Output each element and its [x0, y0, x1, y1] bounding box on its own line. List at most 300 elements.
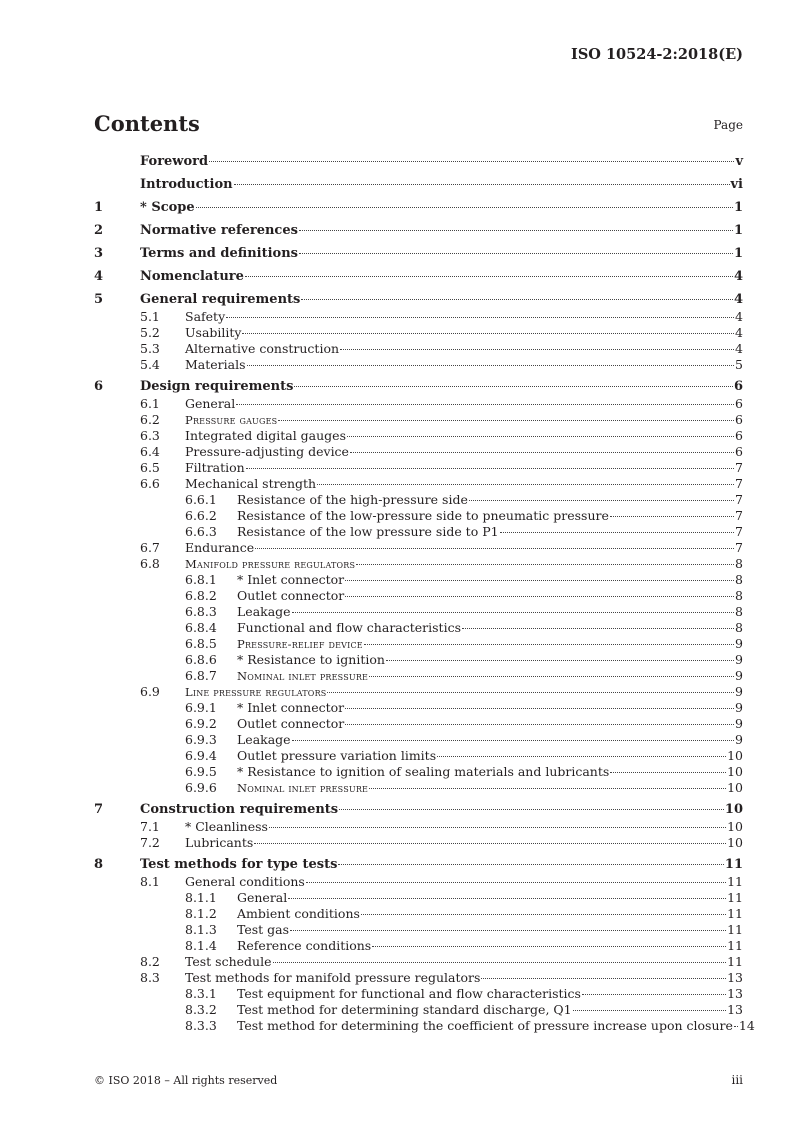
- dot-leader: [273, 962, 727, 963]
- page-column-label: Page: [713, 118, 743, 132]
- toc-entry-page: 9: [735, 700, 743, 715]
- toc-entry[interactable]: [94, 1018, 755, 1034]
- toc-entry-number: 6.8.2: [185, 588, 217, 603]
- toc-entry-page: 7: [735, 460, 743, 475]
- toc-entry[interactable]: [94, 444, 743, 460]
- toc-entry-label[interactable]: Line pressure regulators: [185, 685, 327, 699]
- toc-entry[interactable]: [94, 764, 743, 780]
- toc-entry-page: 9: [735, 652, 743, 667]
- toc-entry-line: [237, 492, 743, 507]
- toc-entry-label[interactable]: Leakage: [237, 604, 291, 619]
- toc-entry-page: 1: [733, 246, 743, 261]
- dot-leader: [226, 317, 734, 318]
- toc-entry-number: 7.1: [140, 819, 160, 834]
- toc-entry[interactable]: [94, 938, 743, 954]
- toc-entry-page: v: [735, 154, 743, 169]
- toc-entry-number: 6.9.5: [185, 764, 217, 779]
- toc-entry-number: 6.6.3: [185, 524, 217, 539]
- toc-entry[interactable]: [94, 906, 743, 922]
- toc-entry-line: [140, 200, 743, 215]
- toc-entry-label[interactable]: General requirements: [140, 292, 301, 307]
- toc-entry-label[interactable]: Outlet pressure variation limits: [237, 748, 437, 763]
- toc-entry-page: 4: [735, 341, 743, 356]
- toc-entry-label[interactable]: Manifold pressure regulators: [185, 557, 356, 571]
- toc-entry-line: [237, 588, 743, 603]
- toc-entry-line: [237, 524, 743, 539]
- toc-entry-line: [237, 890, 743, 905]
- toc-entry-line: [185, 970, 743, 985]
- toc-entry-page: 10: [727, 764, 743, 779]
- toc-entry-line: [185, 325, 743, 340]
- toc-entry-number: 6.6.2: [185, 508, 217, 523]
- toc-entry-number: 6.6: [140, 476, 160, 491]
- toc-entry[interactable]: [94, 524, 743, 540]
- toc-entry-line: [185, 819, 743, 834]
- toc-entry[interactable]: [94, 292, 743, 309]
- toc-entry-number: 8.3: [140, 970, 160, 985]
- toc-entry-label[interactable]: Nominal inlet pressure: [237, 669, 369, 683]
- toc-entry-label[interactable]: Pressure-relief device: [237, 637, 363, 651]
- toc-entry[interactable]: [94, 668, 743, 684]
- dot-leader: [573, 1010, 726, 1011]
- toc-entry[interactable]: [94, 636, 743, 652]
- toc-entry-label[interactable]: * Cleanliness: [185, 819, 268, 834]
- toc-entry-line: [237, 748, 743, 763]
- dot-leader: [269, 827, 726, 828]
- toc-entry-page: 10: [727, 835, 743, 850]
- toc-entry-page: 14: [738, 1018, 755, 1033]
- toc-entry-line: [185, 341, 743, 356]
- dot-leader: [278, 420, 734, 421]
- dot-leader: [350, 452, 734, 453]
- toc-entry-label[interactable]: * Inlet connector: [237, 572, 345, 587]
- toc-entry-line: [237, 906, 743, 921]
- toc-entry-label[interactable]: Test method for determining the coefficient of pressure increase upon closure: [237, 1018, 733, 1033]
- toc-entry-page: 11: [727, 922, 743, 937]
- toc-entry-line: [237, 572, 743, 587]
- toc-entry[interactable]: [94, 246, 743, 263]
- toc-entry-number: 6.8.6: [185, 652, 217, 667]
- toc-entry-label[interactable]: Mechanical strength: [185, 476, 317, 491]
- toc-entry-label[interactable]: Pressure-adjusting device: [185, 444, 349, 459]
- toc-entry[interactable]: [94, 954, 743, 970]
- dot-leader: [301, 299, 733, 300]
- toc-entry[interactable]: [94, 200, 743, 217]
- dot-leader: [361, 914, 726, 915]
- toc-entry-label[interactable]: Construction requirements: [140, 802, 339, 817]
- toc-entry-number: 6.9.2: [185, 716, 217, 731]
- toc-entry-line: [237, 764, 743, 779]
- toc-entry-label[interactable]: Integrated digital gauges: [185, 428, 346, 443]
- toc-entry-label[interactable]: Reference conditions: [237, 938, 372, 953]
- dot-leader: [288, 898, 726, 899]
- toc-entry-number: 6.5: [140, 460, 160, 475]
- toc-entry-number: 7.2: [140, 835, 160, 850]
- toc-entry-label[interactable]: * Inlet connector: [237, 700, 345, 715]
- toc-entry-label[interactable]: Filtration: [185, 460, 245, 475]
- toc-entry[interactable]: [94, 780, 743, 796]
- toc-entry-number: 8.1.1: [185, 890, 217, 905]
- toc-entry-page: 7: [735, 524, 743, 539]
- toc-entry-number: 5.2: [140, 325, 160, 340]
- toc-entry[interactable]: [94, 572, 743, 588]
- toc-entry[interactable]: [94, 379, 743, 396]
- dot-leader: [372, 946, 726, 947]
- toc-entry-number: 8.1: [140, 874, 160, 889]
- toc-entry[interactable]: [94, 620, 743, 636]
- toc-entry-page: 11: [727, 890, 743, 905]
- toc-entry-line: [237, 668, 743, 683]
- toc-entry-page: 4: [733, 292, 743, 307]
- toc-entry-line: [140, 292, 743, 307]
- toc-entry-page: 6: [735, 396, 743, 411]
- toc-entry-number: 8.3.1: [185, 986, 217, 1001]
- dot-leader: [306, 882, 726, 883]
- toc-entry-page: 4: [735, 309, 743, 324]
- page-title: Contents: [94, 111, 200, 136]
- toc-entry-line: [140, 802, 743, 817]
- toc-entry[interactable]: [94, 396, 743, 412]
- toc-entry-page: 7: [735, 540, 743, 555]
- toc-entry[interactable]: [94, 460, 743, 476]
- toc-entry-page: 4: [735, 325, 743, 340]
- toc-entry-line: [237, 1002, 743, 1017]
- toc-entry-page: 8: [735, 620, 743, 635]
- toc-entry-number: 8: [94, 857, 104, 872]
- dot-leader: [437, 756, 726, 757]
- toc-entry-line: [185, 428, 743, 443]
- toc-entry-line: [140, 154, 743, 169]
- toc-entry-label[interactable]: Lubricants: [185, 835, 254, 850]
- document-id: ISO 10524-2:2018(E): [571, 46, 743, 63]
- toc-entry[interactable]: [94, 748, 743, 764]
- toc-entry-page: 9: [735, 636, 743, 651]
- toc-entry-line: [237, 1018, 755, 1033]
- toc-entry-line: [237, 604, 743, 619]
- toc-entry-label[interactable]: Alternative construction: [185, 341, 340, 356]
- toc-entry-number: 6.9.1: [185, 700, 217, 715]
- toc-entry[interactable]: [94, 835, 743, 851]
- toc-entry-label[interactable]: * Resistance to ignition: [237, 652, 385, 667]
- toc-entry-page: 7: [735, 492, 743, 507]
- toc-entry-line: [237, 732, 743, 747]
- toc-entry[interactable]: [94, 269, 743, 286]
- toc-entry-label[interactable]: Test gas: [237, 922, 290, 937]
- dot-leader: [386, 660, 734, 661]
- toc-entry[interactable]: [94, 684, 743, 700]
- page-number: iii: [731, 1073, 743, 1087]
- toc-entry[interactable]: [94, 890, 743, 906]
- toc-entry[interactable]: [94, 700, 743, 716]
- toc-entry-label[interactable]: Nominal inlet pressure: [237, 781, 369, 795]
- toc-entry[interactable]: [94, 492, 743, 508]
- toc-entry-label[interactable]: Resistance of the high-pressure side: [237, 492, 468, 507]
- toc-entry-label[interactable]: Normative references: [140, 223, 298, 238]
- toc-entry-number: 6.3: [140, 428, 160, 443]
- toc-entry-line: [237, 938, 743, 953]
- dot-leader: [317, 484, 734, 485]
- toc-entry[interactable]: [94, 732, 743, 748]
- toc-entry-line: [237, 986, 743, 1001]
- dot-leader: [500, 532, 734, 533]
- dot-leader: [345, 724, 734, 725]
- toc-entry-line: [237, 508, 743, 523]
- toc-entry-label[interactable]: General: [185, 396, 236, 411]
- dot-leader: [369, 676, 734, 677]
- dot-leader: [292, 740, 734, 741]
- toc-entry[interactable]: [94, 309, 743, 325]
- toc-entry-page: 11: [727, 954, 743, 969]
- toc-entry-line: [237, 700, 743, 715]
- toc-entry-page: 9: [735, 732, 743, 747]
- toc-entry-label[interactable]: General conditions: [185, 874, 305, 889]
- toc-entry-number: 6.8.1: [185, 572, 217, 587]
- toc-entry-number: 5.4: [140, 357, 160, 372]
- toc-entry[interactable]: [94, 556, 743, 572]
- dot-leader: [327, 692, 734, 693]
- toc-entry-label[interactable]: Terms and definitions: [140, 246, 298, 261]
- toc-entry-label[interactable]: Foreword: [140, 154, 209, 169]
- toc-entry-page: 6: [735, 412, 743, 427]
- toc-entry-line: [185, 874, 743, 889]
- toc-entry[interactable]: [94, 819, 743, 835]
- toc-entry-number: 1: [94, 200, 104, 215]
- dot-leader: [462, 628, 734, 629]
- toc-entry-number: 6.8: [140, 556, 160, 571]
- toc-entry-page: 7: [735, 476, 743, 491]
- toc-entry-label[interactable]: Nomenclature: [140, 269, 244, 284]
- dot-leader: [290, 930, 726, 931]
- toc-entry-line: [185, 835, 743, 850]
- toc-entry[interactable]: [94, 540, 743, 556]
- toc-entry-number: 6.9: [140, 684, 160, 699]
- toc-entry-number: 2: [94, 223, 104, 238]
- toc-entry-label[interactable]: Outlet connector: [237, 588, 345, 603]
- toc-entry[interactable]: [94, 1002, 743, 1018]
- toc-entry[interactable]: [94, 325, 743, 341]
- toc-entry-line: [185, 556, 743, 571]
- toc-entry-line: [237, 716, 743, 731]
- toc-entry-label[interactable]: Test method for determining standard discharge, Q1: [237, 1002, 572, 1017]
- toc-entry-page: 11: [727, 874, 743, 889]
- toc-entry-number: 8.2: [140, 954, 160, 969]
- toc-entry[interactable]: [94, 154, 743, 171]
- toc-entry-number: 6.4: [140, 444, 160, 459]
- toc-entry-line: [185, 444, 743, 459]
- toc-entry-page: 8: [735, 588, 743, 603]
- dot-leader: [299, 253, 733, 254]
- toc-entry-line: [185, 309, 743, 324]
- dot-leader: [254, 843, 726, 844]
- toc-entry-label[interactable]: Ambient conditions: [237, 906, 360, 921]
- toc-entry-page: 11: [724, 857, 743, 872]
- toc-entry[interactable]: [94, 652, 743, 668]
- dot-leader: [246, 468, 734, 469]
- toc-entry-number: 8.3.2: [185, 1002, 217, 1017]
- dot-leader: [294, 386, 733, 387]
- toc-entry-number: 5: [94, 292, 104, 307]
- toc-entry-number: 6.8.3: [185, 604, 217, 619]
- toc-entry-page: vi: [730, 177, 743, 192]
- dot-leader: [242, 333, 734, 334]
- toc-entry-line: [185, 357, 743, 372]
- toc-entry-number: 6.8.7: [185, 668, 217, 683]
- toc-entry-number: 6.9.6: [185, 780, 217, 795]
- dot-leader: [347, 436, 734, 437]
- toc-entry-line: [140, 269, 743, 284]
- toc-entry-label[interactable]: Materials: [185, 357, 246, 372]
- toc-entry[interactable]: [94, 177, 743, 194]
- toc-entry-page: 10: [727, 819, 743, 834]
- dot-leader: [236, 404, 734, 405]
- toc-entry-number: 3: [94, 246, 104, 261]
- toc-entry-line: [185, 412, 743, 427]
- toc-entry[interactable]: [94, 970, 743, 986]
- toc-entry-line: [140, 246, 743, 261]
- toc-entry-label[interactable]: Pressure gauges: [185, 413, 278, 427]
- toc-entry[interactable]: [94, 508, 743, 524]
- toc-entry-line: [140, 223, 743, 238]
- dot-leader: [339, 809, 724, 810]
- dot-leader: [209, 161, 734, 162]
- toc-entry-number: 8.3.3: [185, 1018, 217, 1033]
- toc-entry-line: [237, 780, 743, 795]
- toc-entry[interactable]: [94, 412, 743, 428]
- toc-entry-number: 6.9.3: [185, 732, 217, 747]
- dot-leader: [610, 772, 726, 773]
- toc-entry-page: 9: [735, 668, 743, 683]
- toc-entry-page: 8: [735, 604, 743, 619]
- toc-entry-line: [185, 954, 743, 969]
- dot-leader: [481, 978, 726, 979]
- toc-entry[interactable]: [94, 223, 743, 240]
- dot-leader: [340, 349, 734, 350]
- toc-entry-line: [237, 922, 743, 937]
- toc-entry[interactable]: [94, 341, 743, 357]
- toc-entry-page: 10: [727, 748, 743, 763]
- table-of-contents: [94, 154, 755, 1034]
- dot-leader: [469, 500, 734, 501]
- toc-entry-label[interactable]: * Scope: [140, 200, 195, 215]
- toc-entry-page: 5: [735, 357, 743, 372]
- toc-entry-label[interactable]: Functional and flow characteristics: [237, 620, 461, 635]
- dot-leader: [234, 184, 730, 185]
- toc-entry-number: 6.9.4: [185, 748, 217, 763]
- toc-entry-number: 6.6.1: [185, 492, 217, 507]
- toc-entry[interactable]: [94, 428, 743, 444]
- toc-entry-page: 13: [727, 986, 743, 1001]
- toc-entry[interactable]: [94, 357, 743, 373]
- toc-entry-line: [185, 460, 743, 475]
- toc-entry-number: 6.8.4: [185, 620, 217, 635]
- toc-entry-label[interactable]: Test methods for type tests: [140, 857, 338, 872]
- dot-leader: [338, 864, 724, 865]
- toc-entry-line: [140, 379, 743, 394]
- toc-entry-page: 1: [733, 223, 743, 238]
- toc-entry-line: [185, 396, 743, 411]
- dot-leader: [196, 207, 733, 208]
- toc-entry[interactable]: [94, 604, 743, 620]
- toc-entry-number: 5.1: [140, 309, 160, 324]
- toc-entry-line: [140, 177, 743, 192]
- toc-entry-number: 6.2: [140, 412, 160, 427]
- dot-leader: [345, 580, 734, 581]
- toc-entry[interactable]: [94, 716, 743, 732]
- toc-entry-label[interactable]: Design requirements: [140, 379, 294, 394]
- dot-leader: [364, 644, 734, 645]
- toc-entry-page: 9: [735, 716, 743, 731]
- toc-entry[interactable]: [94, 588, 743, 604]
- toc-entry-page: 6: [735, 428, 743, 443]
- toc-entry-page: 4: [733, 269, 743, 284]
- toc-entry-label[interactable]: Introduction: [140, 177, 233, 192]
- toc-entry-number: 8.1.2: [185, 906, 217, 921]
- toc-entry-page: 11: [727, 938, 743, 953]
- toc-entry-number: 6.1: [140, 396, 160, 411]
- toc-entry-page: 11: [727, 906, 743, 921]
- toc-entry-number: 6.7: [140, 540, 160, 555]
- toc-entry-page: 1: [733, 200, 743, 215]
- toc-entry[interactable]: [94, 986, 743, 1002]
- toc-entry-number: 8.1.4: [185, 938, 217, 953]
- toc-entry-label[interactable]: Test schedule: [185, 954, 272, 969]
- toc-entry[interactable]: [94, 874, 743, 890]
- toc-entry-number: 6.8.5: [185, 636, 217, 651]
- toc-entry[interactable]: [94, 857, 743, 874]
- copyright-notice: © ISO 2018 – All rights reserved: [94, 1074, 278, 1087]
- dot-leader: [345, 708, 734, 709]
- dot-leader: [292, 612, 734, 613]
- dot-leader: [734, 1026, 738, 1027]
- dot-leader: [299, 230, 733, 231]
- toc-entry-label[interactable]: General: [237, 890, 288, 905]
- toc-entry-page: 6: [733, 379, 743, 394]
- toc-entry-line: [185, 684, 743, 699]
- toc-entry-line: [185, 476, 743, 491]
- toc-entry[interactable]: [94, 802, 743, 819]
- toc-entry-page: 6: [735, 444, 743, 459]
- toc-entry-label[interactable]: Resistance of the low-pressure side to pneumatic pressure: [237, 508, 609, 523]
- toc-entry-label[interactable]: Outlet connector: [237, 716, 345, 731]
- toc-entry-label[interactable]: Leakage: [237, 732, 291, 747]
- dot-leader: [610, 516, 734, 517]
- dot-leader: [369, 788, 726, 789]
- toc-entry-label[interactable]: Endurance: [185, 540, 255, 555]
- toc-entry-label[interactable]: Safety: [185, 309, 226, 324]
- toc-entry-number: 5.3: [140, 341, 160, 356]
- toc-entry-number: 8.1.3: [185, 922, 217, 937]
- toc-entry-label[interactable]: * Resistance to ignition of sealing materials and lubricants: [237, 764, 610, 779]
- toc-entry-number: 4: [94, 269, 104, 284]
- dot-leader: [356, 564, 734, 565]
- dot-leader: [582, 994, 726, 995]
- toc-entry-page: 13: [727, 970, 743, 985]
- toc-entry-page: 8: [735, 572, 743, 587]
- toc-entry-label[interactable]: Resistance of the low pressure side to P1: [237, 524, 499, 539]
- dot-leader: [255, 548, 734, 549]
- toc-entry-line: [237, 652, 743, 667]
- toc-entry[interactable]: [94, 476, 743, 492]
- toc-entry-page: 10: [727, 780, 743, 795]
- toc-entry-page: 13: [727, 1002, 743, 1017]
- toc-entry[interactable]: [94, 922, 743, 938]
- toc-entry-line: [237, 636, 743, 651]
- toc-entry-label[interactable]: Test equipment for functional and flow characteristics: [237, 986, 581, 1001]
- toc-entry-line: [185, 540, 743, 555]
- toc-entry-label[interactable]: Test methods for manifold pressure regulators: [185, 970, 481, 985]
- toc-entry-number: 7: [94, 802, 104, 817]
- toc-entry-label[interactable]: Usability: [185, 325, 242, 340]
